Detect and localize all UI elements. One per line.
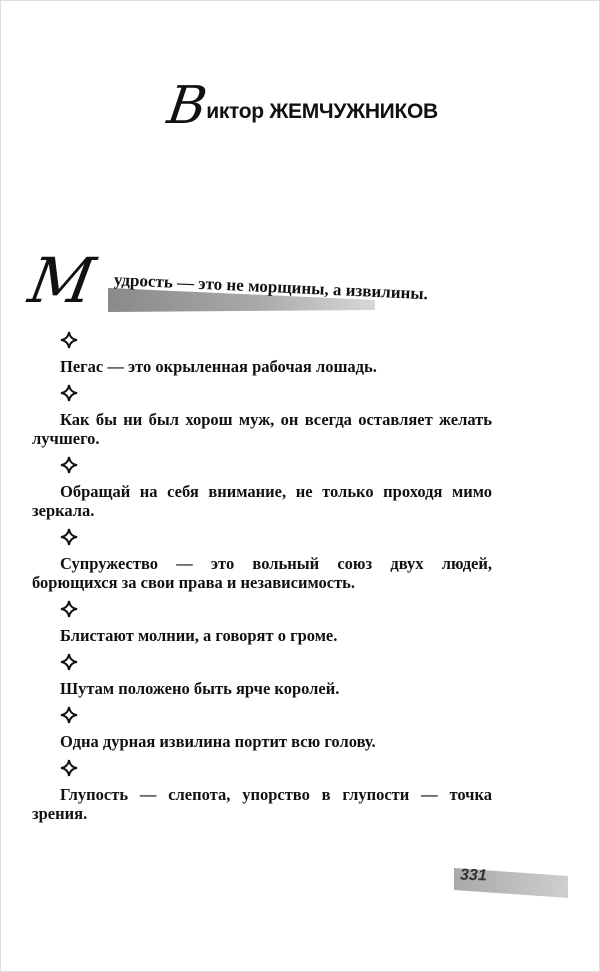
drop-cap: М [23,244,95,317]
aphorism-7: Одна дурная извилина портит всю голову. [60,732,376,751]
author-initial: В [163,76,209,136]
four-point-star-icon [60,751,492,785]
four-point-star-icon [60,592,492,626]
aphorism-5: Блистают молнии, а говорят о громе. [60,626,338,645]
page-header [163,72,438,136]
lead-aphorism [23,244,500,318]
aphorism-4: Супружество — это вольный союз двух людей, борющихся за свои права и независимость. [32,554,492,592]
four-point-star-icon [60,448,492,482]
lead-text: удрость — это не морщины, а извилины. [113,270,429,304]
four-point-star-icon [60,376,492,410]
page-number-tab [452,866,570,905]
four-point-star-icon [60,323,492,357]
aphorism-8: Глупость — слепота, упорство в глупости — точка зрения. [32,785,492,823]
page-number: 331 [459,866,487,885]
aphorism-2: Как бы ни был хорош муж, он всегда оставляет желать лучшего. [32,410,492,448]
four-point-star-icon [60,645,492,679]
four-point-star-icon [60,520,492,554]
author-name: иктор ЖЕМЧУЖНИКОВ [206,100,438,123]
aphorism-3: Обращай на себя внимание, не только проходя мимо зеркала. [32,482,492,520]
aphorism-1: Пегас — это окрыленная рабочая лошадь. [60,357,377,376]
aphorism-6: Шутам положено быть ярче королей. [60,679,340,698]
aphorism-list [32,323,492,823]
four-point-star-icon [60,698,492,732]
